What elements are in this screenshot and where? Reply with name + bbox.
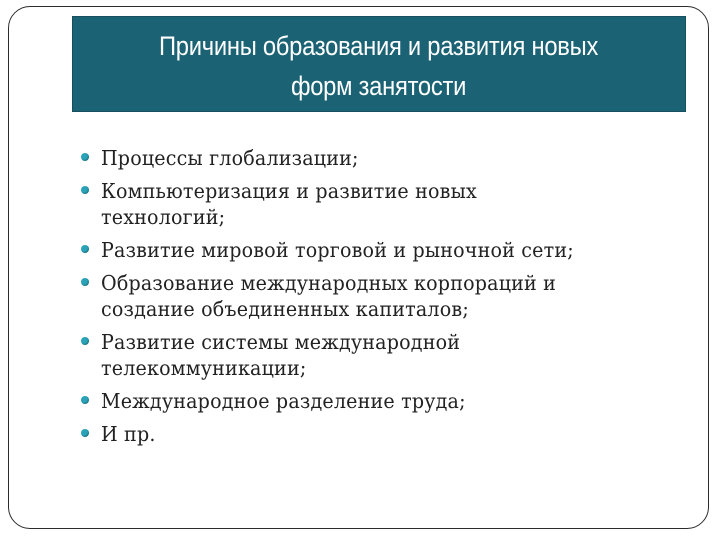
bullet-list [78,145,678,454]
bullet-text: Процессы глобализации; [101,146,359,170]
slide-title-line-1: Причины образования и развития новых [159,31,599,61]
bullet-text-continuation: технологий; [101,205,226,229]
bullet-text-continuation: телекоммуникации; [101,356,307,380]
bullet-item [78,421,678,447]
slide-title-line-2: форм занятости [291,71,467,101]
bullet-dot-icon [81,337,89,345]
bullet-text: И пр. [101,422,156,446]
bullet-dot-icon [81,396,89,404]
bullet-text: Международное разделение труда; [101,389,466,413]
bullet-text-continuation: создание объединенных капиталов; [101,297,469,321]
bullet-text: Образование международных корпораций и [101,271,557,295]
title-band [72,16,686,112]
bullet-item [78,237,678,263]
bullet-item [78,388,678,414]
bullet-dot-icon [81,153,89,161]
bullet-text: Развитие мировой торговой и рыночной сети; [101,238,574,262]
bullet-dot-icon [81,429,89,437]
bullet-item [78,329,678,381]
bullet-dot-icon [81,245,89,253]
bullet-text: Развитие системы международной [101,330,461,354]
bullet-dot-icon [81,186,89,194]
bullet-item [78,145,678,171]
bullet-dot-icon [81,278,89,286]
bullet-text: Компьютеризация и развитие новых [101,179,477,203]
bullet-item [78,178,678,230]
bullet-item [78,270,678,322]
